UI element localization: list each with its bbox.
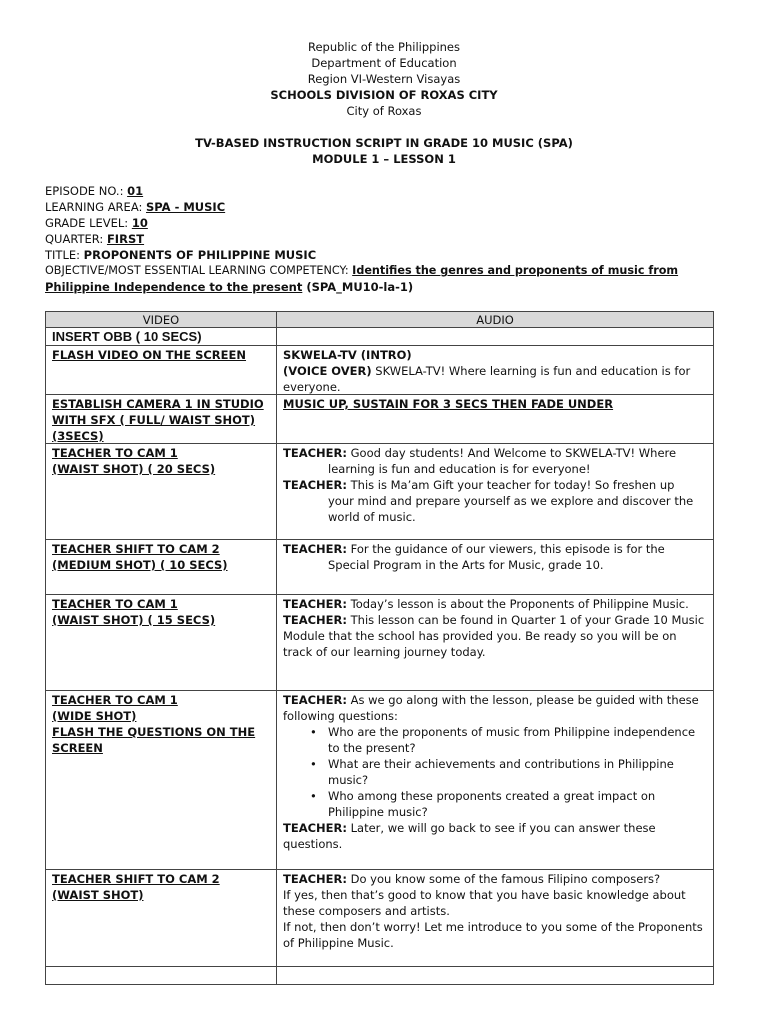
video-cue: FLASH VIDEO ON THE SCREEN [52, 348, 247, 362]
audio-header: AUDIO [476, 313, 514, 327]
video-cue: INSERT OBB ( 10 SECS) [52, 329, 202, 344]
city-line: City of Roxas [346, 104, 422, 118]
table-row-audio-cell [276, 966, 714, 985]
department-line: Department of Education [311, 56, 457, 70]
video-cue: TEACHER TO CAM 1 (WIDE SHOT) FLASH THE QUESTIONS ON THE SCREEN [52, 693, 256, 755]
learning-area-row [45, 199, 225, 215]
quarter-row [45, 231, 144, 247]
audio-header-cell [276, 311, 714, 328]
table-row-audio-cell [276, 539, 714, 595]
title-row [45, 247, 316, 263]
audio-text: SKWELA-TV (INTRO) (VOICE OVER) SKWELA-TV! Where learning is fun and education is for everyone. [283, 348, 691, 394]
table-row-video-cell [45, 394, 277, 444]
guide-questions-list [283, 724, 707, 820]
table-row-audio-cell [276, 690, 714, 870]
quarter-value: FIRST [106, 232, 145, 246]
title-label: TITLE: [45, 248, 84, 262]
table-row-video-cell [45, 869, 277, 967]
learning-area-value: SPA - MUSIC [146, 200, 226, 214]
republic-line: Republic of the Philippines [307, 40, 461, 54]
video-cue: ESTABLISH CAMERA 1 IN STUDIO WITH SFX ( FULL/ WAIST SHOT) (3SECS) [52, 397, 264, 443]
grade-level-value: 10 [131, 216, 148, 230]
script-title: TV-BASED INSTRUCTION SCRIPT IN GRADE 10 MUSIC (SPA) [195, 136, 573, 150]
video-header-cell [45, 311, 277, 328]
audio-text: TEACHER: Today’s lesson is about the Proponents of Philippine Music. TEACHER: This lesson can be found in Quarter 1 of your Grade 10 Music Module that the school has provided you. Be ready so you will be on track of our learning journey today. [283, 597, 705, 659]
table-row-audio-cell [276, 594, 714, 691]
objective-code: (SPA_MU10-la-1) [302, 280, 414, 294]
table-row-video-cell [45, 443, 277, 540]
title-value: PROPONENTS OF PHILIPPINE MUSIC [83, 248, 317, 262]
region-line: Region VI-Western Visayas [307, 72, 461, 86]
table-row-video-cell [45, 966, 277, 985]
objective-row [45, 263, 678, 279]
episode-value: 01 [127, 184, 144, 198]
audio-text: TEACHER: For the guidance of our viewers, this episode is for the Special Program in the Arts for Music, grade 10. [283, 542, 665, 572]
list-item: • What are their achievements and contributions in Philippine music? [328, 756, 707, 788]
objective-text-line2: Philippine Independence to the present [45, 280, 303, 294]
episode-label: EPISODE NO.: [45, 184, 128, 198]
audio-text: MUSIC UP, SUSTAIN FOR 3 SECS THEN FADE UNDER [283, 397, 614, 411]
table-row-audio-cell [276, 443, 714, 540]
video-cue: TEACHER SHIFT TO CAM 2 (MEDIUM SHOT) ( 10 SECS) [52, 542, 228, 572]
audio-text: TEACHER: Do you know some of the famous Filipino composers? If yes, then that’s good to know that you have basic knowledge about these composers and artists. If not, then don’t worry! Let me introduce to you some of the Proponents of Philippine Music. [283, 872, 703, 950]
grade-level-label: GRADE LEVEL: [45, 216, 132, 230]
audio-text: TEACHER: As we go along with the lesson, please be guided with these following questions: • Who are the proponents of music from Philippine independence to the present? • What are their achievements and contributions in Philippine music? • Who among these proponents created a great impact on Philippine music? TEACHER: Later, we will go back to see if you can answer these questions. [283, 692, 707, 852]
table-row-audio-cell [276, 327, 714, 346]
video-header: VIDEO [142, 313, 180, 327]
video-cue: TEACHER TO CAM 1 (WAIST SHOT) ( 15 SECS) [52, 597, 216, 627]
video-cue: TEACHER SHIFT TO CAM 2 (WAIST SHOT) [52, 872, 220, 902]
learning-area-label: LEARNING AREA: [45, 200, 147, 214]
grade-level-row [45, 215, 148, 231]
quarter-label: QUARTER: [45, 232, 107, 246]
objective-row-2 [45, 279, 413, 295]
table-row-video-cell [45, 690, 277, 870]
episode-row [45, 183, 143, 199]
table-row-video-cell [45, 345, 277, 395]
table-row-video-cell [45, 594, 277, 691]
objective-text-line1: Identifies the genres and proponents of music from [352, 264, 679, 277]
list-item: • Who among these proponents created a great impact on Philippine music? [328, 788, 707, 820]
table-row-audio-cell [276, 869, 714, 967]
list-item: • Who are the proponents of music from Philippine independence to the present? [328, 724, 707, 756]
table-row-video-cell [45, 539, 277, 595]
video-cue: TEACHER TO CAM 1 (WAIST SHOT) ( 20 SECS) [52, 446, 216, 476]
division-line: SCHOOLS DIVISION OF ROXAS CITY [270, 88, 498, 102]
audio-text: TEACHER: Good day students! And Welcome to SKWELA-TV! Where learning is fun and education is for everyone! TEACHER: This is Ma’am Gift your teacher for today! So freshen up your mind and prepare yourself as we explore and discover the world of music. [283, 446, 694, 524]
module-title: MODULE 1 – LESSON 1 [312, 152, 456, 166]
table-row-audio-cell [276, 394, 714, 444]
table-row-audio-cell [276, 345, 714, 395]
table-row-video-cell [45, 327, 277, 346]
objective-label: OBJECTIVE/MOST ESSENTIAL LEARNING COMPETENCY: [45, 264, 353, 277]
